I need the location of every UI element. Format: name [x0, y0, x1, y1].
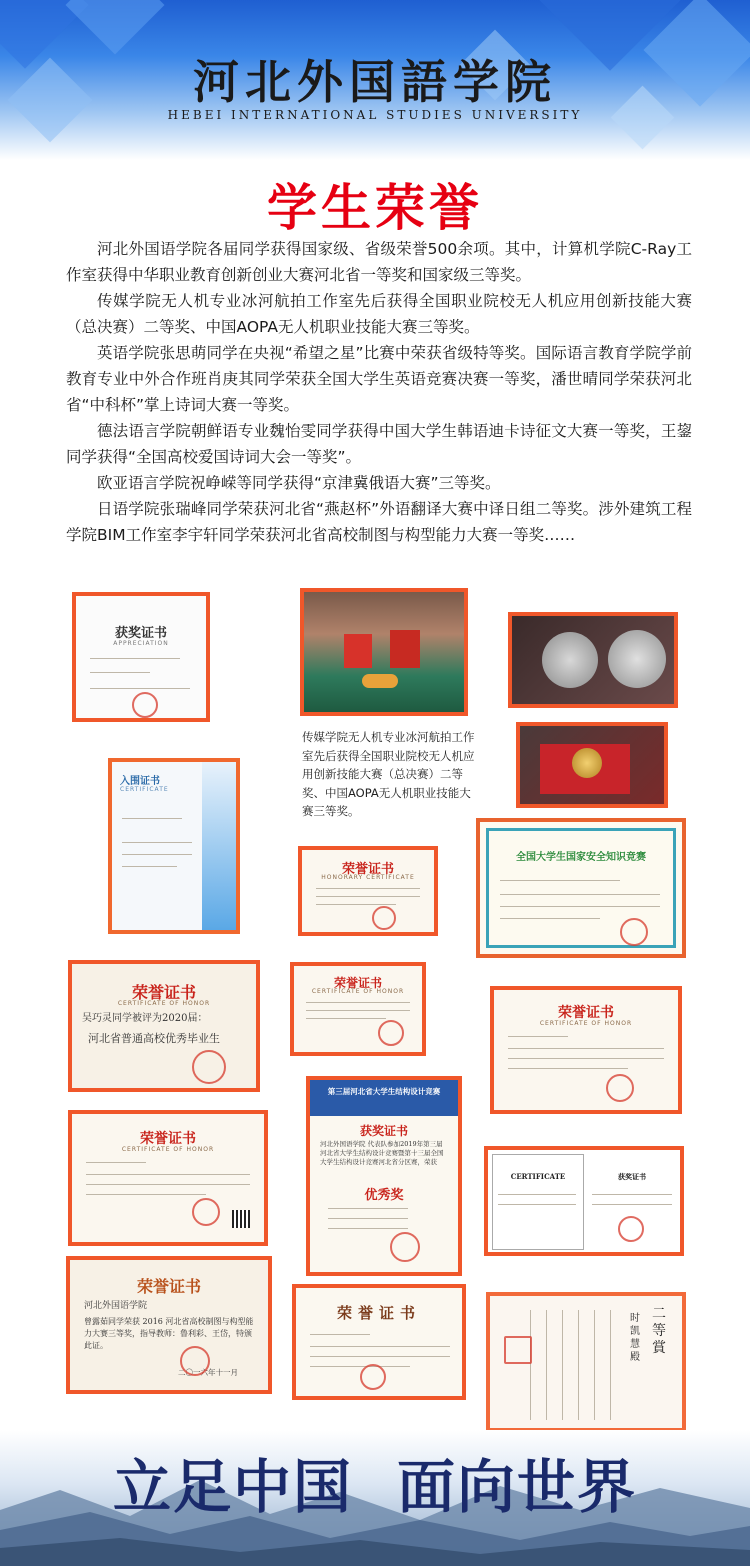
cert-subtitle: CERTIFICATE OF HONOR [311, 988, 405, 995]
cert-date: 二〇一六年十一月 [178, 1368, 238, 1377]
cert-text: 曾露茹同学荣获 2016 河北省高校制图与构型能力大赛三等奖，指导教师：鲁利彩、王岱，特颁此证。 [84, 1317, 254, 1350]
seal-icon [618, 1216, 644, 1242]
slogan [0, 1440, 750, 1524]
cert-text: 河北外国语学院 代表队参加2019年第三届河北省大学生结构设计竞赛暨第十三届全国大学生结构设计竞赛河北省分区赛，荣获 [320, 1140, 444, 1166]
paragraph: 河北外国语学院各届同学获得国家级、省级荣誉500余项。其中，计算机学院C-Ray工作室获得中华职业教育创新创业大赛河北省一等奖和国家级三等奖。 [66, 240, 692, 284]
medal-icon [608, 630, 666, 688]
cert-title: 获奖证书 [618, 1172, 646, 1181]
photo-award-table [300, 588, 468, 716]
seal-icon [360, 1364, 386, 1390]
cert-title: 荣誉证书 [558, 1005, 614, 1021]
paragraph: 英语学院张思萌同学在央视“希望之星”比赛中荣获省级特等奖。国际语言教育学院学前教育专业中外合作班肖庚其同学荣获全国大学生英语竞赛决赛一等奖，潘世晴同学荣获河北省“中科杯”掌上诗词大赛一等奖。 [66, 344, 692, 414]
seal-icon [504, 1336, 532, 1364]
cert-subtitle: CERTIFICATE OF HONOR [121, 1146, 215, 1153]
certificate-drawing-contest [66, 1256, 272, 1394]
slogan-left: 立足中国 [112, 1453, 353, 1521]
paragraph: 传媒学院无人机专业冰河航拍工作室先后获得全国职业院校无人机应用创新技能大赛（总决赛）二等奖、中国AOPA无人机职业技能大赛三等奖。 [66, 292, 692, 336]
cert-prize: 优秀奖 [364, 1188, 404, 1203]
cert-title: 获奖证书 [359, 1124, 408, 1138]
cert-text: 河北省普通高校优秀毕业生 [88, 1032, 220, 1045]
cert-decoration [202, 762, 240, 930]
certificate-japanese-speech [486, 1292, 686, 1432]
cert-title: 全国大学生国家安全知识竞赛 [516, 852, 646, 863]
cert-left-panel [492, 1154, 584, 1250]
cert-text: 河北外国语学院 [84, 1301, 148, 1311]
certificate-graduate [68, 960, 260, 1092]
photo-medal-box [516, 722, 668, 808]
cert-header: 第三届河北省大学生结构设计竞赛 [327, 1087, 441, 1096]
certificate-structure-design [306, 1076, 462, 1276]
seal-icon [620, 918, 648, 946]
trophy-icon [362, 674, 398, 688]
slogan-right: 面向世界 [397, 1453, 638, 1521]
paragraph: 日语学院张瑞峰同学荣获河北省“燕赵杯”外语翻译大赛中译日组二等奖。涉外建筑工程学院BIM工作室李宇轩同学荣获河北省高校制图与构型能力大赛一等奖…… [66, 500, 692, 544]
cert-title: 二等賞 [652, 1306, 666, 1356]
cert-title: 荣誉证书 [336, 1304, 421, 1322]
cert-subtitle: CERTIFICATE OF HONOR [539, 1020, 633, 1027]
cert-text: 吴巧灵同学被评为2020届： [82, 1013, 208, 1024]
certificate-honor-cultural-contest [68, 1110, 268, 1246]
seal-icon [378, 1020, 404, 1046]
photo-medals [508, 612, 678, 708]
paragraph: 欧亚语言学院祝峥嵘等同学获得“京津冀俄语大赛”三等奖。 [97, 474, 501, 492]
certificate-award [72, 592, 210, 722]
cert-title: 荣誉证书 [140, 1131, 196, 1147]
medal-icon [542, 632, 598, 688]
cert-title: 荣誉证书 [341, 862, 394, 877]
seal-icon [180, 1346, 210, 1376]
school-name-cn: 河北外国語学院 [193, 55, 557, 109]
cert-title: 荣誉证书 [333, 976, 382, 990]
cert-subtitle: HONORARY CERTIFICATE [321, 874, 415, 881]
certificate-interpreting [484, 1146, 684, 1256]
certificate-security-quiz [476, 818, 686, 958]
cert-recipient: 时凯慧 殿 [630, 1313, 640, 1363]
paragraph: 德法语言学院朝鲜语专业魏怡雯同学获得中国大学生韩语迪卡诗征文大赛一等奖，王鋆同学获得“全国高校爱国诗词大会一等奖”。 [66, 422, 692, 466]
cert-title: 荣誉证书 [131, 983, 196, 1002]
certificate-honor-culture [490, 986, 682, 1114]
certificate-entry [108, 758, 240, 934]
qr-code-icon [232, 1210, 250, 1228]
certificate-honorary [298, 846, 438, 936]
medal-icon [572, 748, 602, 778]
cert-subtitle: CERTIFICATE [120, 786, 169, 793]
seal-icon [372, 906, 396, 930]
seal-icon [192, 1198, 220, 1226]
seal-icon [390, 1232, 420, 1262]
seal-icon [132, 692, 158, 718]
trophy-box [390, 630, 420, 668]
page-title: 学生荣誉 [267, 179, 483, 237]
school-name-en: HEBEI INTERNATIONAL STUDIES UNIVERSITY [167, 108, 583, 122]
trophy-box [344, 634, 372, 668]
certificate-poetry [292, 1284, 466, 1400]
cert-title: CERTIFICATE [510, 1172, 566, 1181]
cert-subtitle: APPRECIATION [113, 640, 169, 647]
cert-title: 获奖证书 [114, 626, 167, 641]
cert-title: 入围证书 [120, 776, 160, 787]
seal-icon [606, 1074, 634, 1102]
seal-icon [192, 1050, 226, 1084]
photo-caption: 传媒学院无人机专业冰河航拍工作室先后获得全国职业院校无人机应用创新技能大赛（总决赛）二等奖、中国AOPA无人机职业技能大赛三等奖。 [302, 730, 475, 818]
certificate-honor-small [290, 962, 426, 1056]
cert-title: 荣誉证书 [136, 1277, 201, 1296]
intro-text [66, 236, 692, 548]
cert-subtitle: CERTIFICATE OF HONOR [117, 1000, 211, 1007]
